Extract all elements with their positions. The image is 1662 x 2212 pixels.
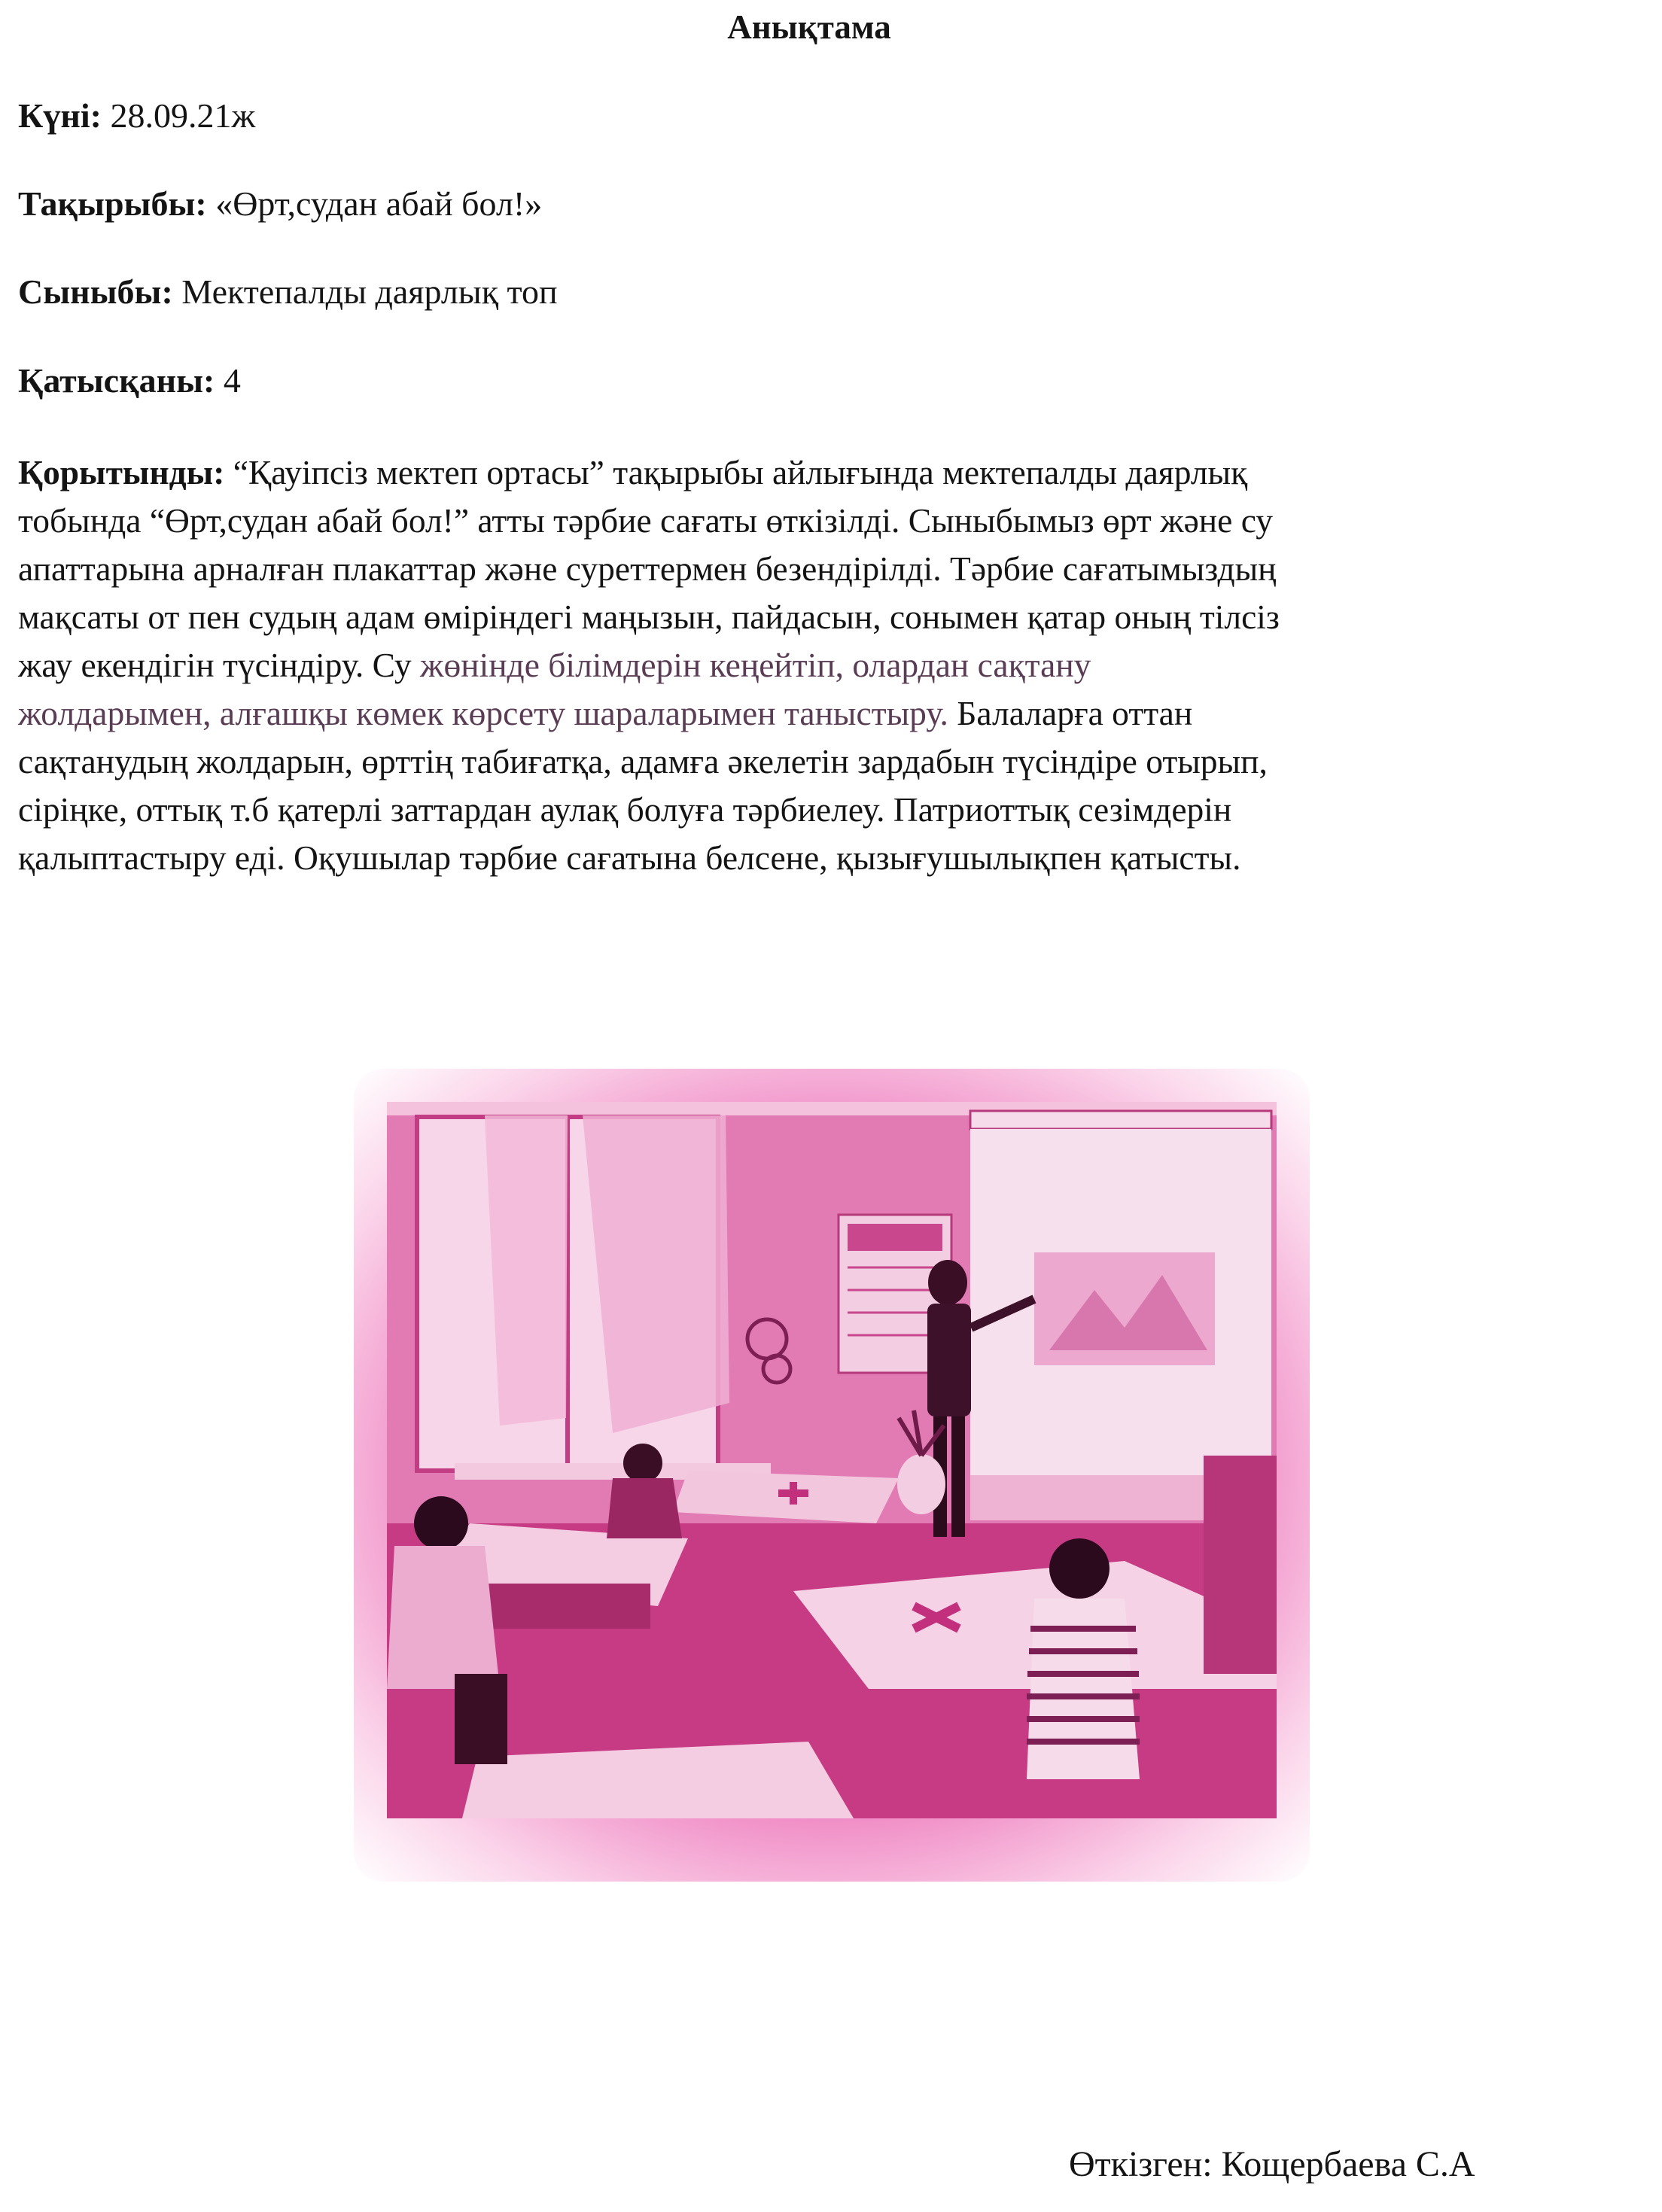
photo-frame [354,1069,1310,1882]
class-label: Сыныбы: [18,272,173,311]
classroom-scene [387,1102,1277,1818]
topic-value: «Өрт,судан абай бол!» [206,184,543,223]
topic-field [18,183,542,225]
teacher-body [927,1304,971,1416]
conclusion-text-faded: жолдарымен, алғашқы көмек көрсету шараларымен таныстыру. [18,694,948,732]
page-title: Анықтама [727,8,891,46]
plant-pot [897,1454,945,1514]
conclusion-line: сіріңке, оттық т.б қатерлі заттардан аулақ болуға тәрбиелеу. Патриоттық сезімдерін [18,790,1232,829]
conclusion-line: мақсаты от пен судың адам өміріндегі маңызын, пайдасын, сонымен қатар оның тілсіз [18,598,1280,636]
conclusion-text: жау екендігін түсіндіру. Су [18,646,421,684]
classroom-photo [387,1102,1277,1818]
conclusion-label: Қорытынды: [18,453,225,491]
conclusion-line: апаттарына арналған плакаттар және суреттермен безендірілді. Тәрбие сағатымыздың [18,549,1277,588]
child-head [623,1444,662,1483]
child-body [607,1478,682,1538]
date-field [18,95,255,137]
teacher-leg [951,1416,965,1537]
conclusion-line: тобында “Өрт,судан абай бол!” атты тәрбие сағаты өткізілді. Сыныбымыз өрт және су [18,501,1274,540]
date-label: Күні: [18,96,102,135]
topic-label: Тақырыбы: [18,184,207,223]
conclusion-line: сақтанудың жолдарын, өрттің табиғатқа, адамға әкелетін зардабын түсіндіре отырып, [18,742,1268,780]
child-head [414,1496,468,1550]
participants-value: 4 [215,361,241,400]
participants-label: Қатысқаны: [18,361,215,400]
conclusion-line [18,641,1651,689]
child-body [387,1546,500,1689]
conclusion-line [18,449,1651,497]
class-value: Мектепалды даярлық топ [172,272,558,311]
conclusion-text-faded: жөнінде білімдерін кеңейтіп, олардан сақтану [420,646,1091,684]
cabinet [1204,1456,1277,1674]
conclusion-text: “Қауіпсіз мектеп ортасы” тақырыбы айлығында мектепалды даярлық [224,453,1248,491]
teacher-head [928,1260,967,1305]
conclusion-line [18,689,1651,738]
conclusion-paragraph [18,449,1651,882]
class-field [18,271,558,313]
poster-header [848,1224,942,1251]
child-head [1049,1538,1110,1599]
date-value: 28.09.21ж [101,96,256,135]
screen-housing [970,1111,1271,1129]
conclusion-line: қалыптастыру еді. Оқушылар тәрбие сағатына белсене, қызығушылықпен қатысты. [18,838,1241,877]
participants-field [18,360,241,402]
signature-line: Өткізген: Кощербаева С.А [1069,2144,1475,2184]
conclusion-text: Балаларға оттан [948,694,1193,732]
